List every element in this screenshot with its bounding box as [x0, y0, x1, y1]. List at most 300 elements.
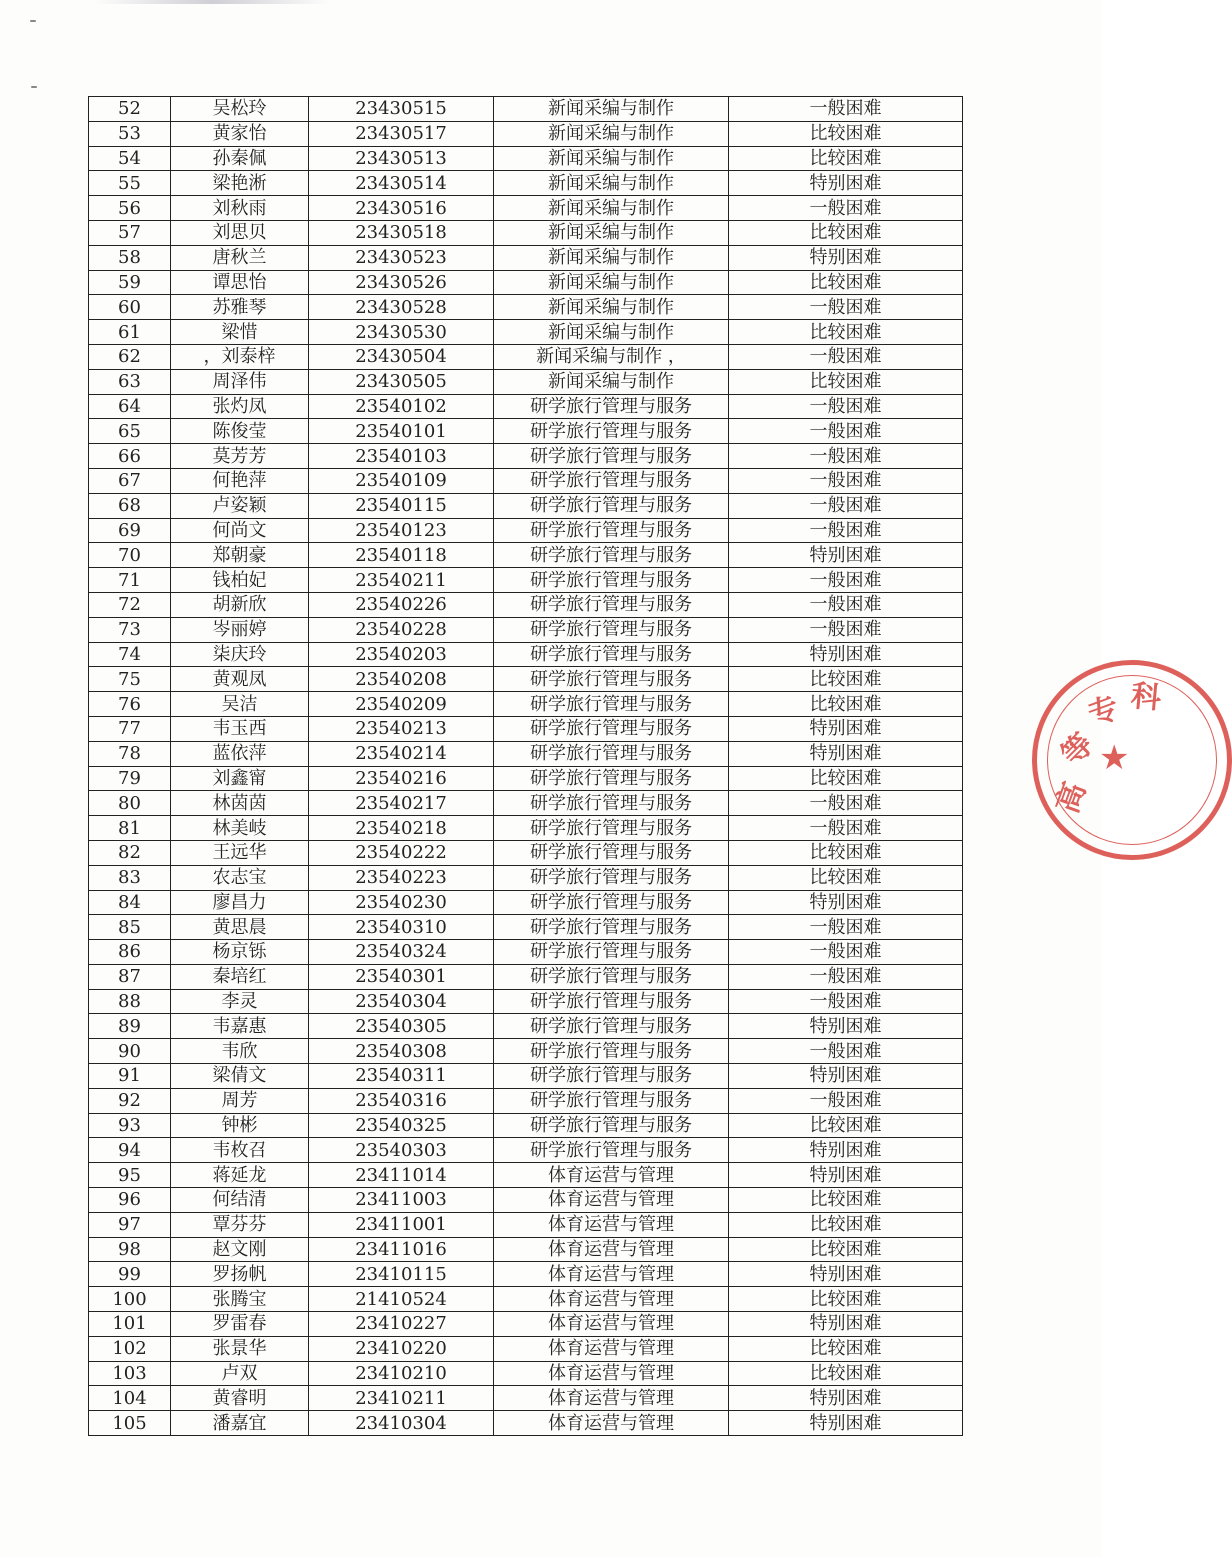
table-row: [89, 320, 963, 345]
difficulty-level-cell: 特别困难: [729, 245, 963, 270]
row-number-cell: 90: [89, 1039, 171, 1064]
difficulty-level-cell: 比较困难: [729, 270, 963, 295]
major-cell: 研学旅行管理与服务: [494, 1064, 729, 1089]
student-name-cell: 李灵: [171, 989, 309, 1014]
row-number-cell: 94: [89, 1138, 171, 1163]
row-number-cell: 80: [89, 791, 171, 816]
difficulty-level-cell: 特别困难: [729, 1386, 963, 1411]
row-number-cell: 76: [89, 692, 171, 717]
row-number-cell: 78: [89, 741, 171, 766]
difficulty-level-cell: 比较困难: [729, 121, 963, 146]
student-id-cell: 23540310: [309, 915, 494, 940]
table-row: [89, 568, 963, 593]
row-number-cell: 83: [89, 865, 171, 890]
major-cell: 体育运营与管理: [494, 1361, 729, 1386]
difficulty-level-cell: 特别困难: [729, 1411, 963, 1436]
student-name-cell: 吴松玲: [171, 97, 309, 122]
difficulty-level-cell: 一般困难: [729, 1088, 963, 1113]
table-row: [89, 1361, 963, 1386]
row-number-cell: 60: [89, 295, 171, 320]
student-name-cell: 黄思晨: [171, 915, 309, 940]
student-name-cell: 杨京铄: [171, 940, 309, 965]
table-row: [89, 493, 963, 518]
table-row: [89, 741, 963, 766]
difficulty-level-cell: 一般困难: [729, 468, 963, 493]
row-number-cell: 100: [89, 1287, 171, 1312]
difficulty-level-cell: 一般困难: [729, 964, 963, 989]
row-number-cell: 74: [89, 642, 171, 667]
table-row: [89, 543, 963, 568]
row-number-cell: 86: [89, 940, 171, 965]
table-row: [89, 344, 963, 369]
table-row: [89, 146, 963, 171]
student-id-cell: 23410220: [309, 1336, 494, 1361]
table-row: [89, 1262, 963, 1287]
table-row: [89, 915, 963, 940]
difficulty-level-cell: 特别困难: [729, 543, 963, 568]
student-name-cell: 张腾宝: [171, 1287, 309, 1312]
major-cell: 研学旅行管理与服务: [494, 394, 729, 419]
table-row: [89, 196, 963, 221]
table-row: [89, 97, 963, 122]
row-number-cell: 82: [89, 840, 171, 865]
student-id-cell: 23540222: [309, 840, 494, 865]
student-id-cell: 23430514: [309, 171, 494, 196]
table-row: [89, 245, 963, 270]
row-number-cell: 67: [89, 468, 171, 493]
student-name-cell: 谭思怡: [171, 270, 309, 295]
table-row: [89, 1386, 963, 1411]
student-id-cell: 23430504: [309, 344, 494, 369]
student-id-cell: 23430515: [309, 97, 494, 122]
difficulty-level-cell: 一般困难: [729, 493, 963, 518]
difficulty-level-cell: 比较困难: [729, 1361, 963, 1386]
table-row: [89, 667, 963, 692]
student-id-cell: 23540211: [309, 568, 494, 593]
row-number-cell: 99: [89, 1262, 171, 1287]
scan-speck: [31, 86, 37, 88]
seal-char: 高: [1049, 777, 1094, 818]
student-id-cell: 23540308: [309, 1039, 494, 1064]
difficulty-level-cell: 特别困难: [729, 890, 963, 915]
student-name-cell: 陈俊莹: [171, 419, 309, 444]
student-id-cell: 23430513: [309, 146, 494, 171]
major-cell: 研学旅行管理与服务: [494, 493, 729, 518]
major-cell: 研学旅行管理与服务: [494, 1088, 729, 1113]
student-name-cell: 何艳萍: [171, 468, 309, 493]
difficulty-level-cell: 特别困难: [729, 1138, 963, 1163]
table-row: [89, 1088, 963, 1113]
student-name-cell: 卢双: [171, 1361, 309, 1386]
table-row: [89, 989, 963, 1014]
row-number-cell: 72: [89, 592, 171, 617]
major-cell: 研学旅行管理与服务: [494, 840, 729, 865]
major-cell: 体育运营与管理: [494, 1386, 729, 1411]
student-id-cell: 23540305: [309, 1014, 494, 1039]
student-id-cell: 23540102: [309, 394, 494, 419]
difficulty-level-cell: 比较困难: [729, 369, 963, 394]
difficulty-level-cell: 比较困难: [729, 1287, 963, 1312]
student-id-cell: 23430528: [309, 295, 494, 320]
student-id-cell: 23410115: [309, 1262, 494, 1287]
student-id-cell: 23540325: [309, 1113, 494, 1138]
difficulty-level-cell: 比较困难: [729, 667, 963, 692]
student-id-cell: 23410210: [309, 1361, 494, 1386]
student-id-cell: 23540216: [309, 766, 494, 791]
student-name-cell: 刘鑫甯: [171, 766, 309, 791]
major-cell: 研学旅行管理与服务: [494, 592, 729, 617]
student-name-cell: 周芳: [171, 1088, 309, 1113]
student-name-cell: 张灼凤: [171, 394, 309, 419]
scan-smudge: [95, 0, 330, 4]
table-row: [89, 419, 963, 444]
difficulty-level-cell: 特别困难: [729, 1163, 963, 1188]
student-id-cell: 23411003: [309, 1188, 494, 1213]
row-number-cell: 69: [89, 518, 171, 543]
student-id-cell: 23540316: [309, 1088, 494, 1113]
student-name-cell: 蓝依萍: [171, 741, 309, 766]
student-id-cell: 23540218: [309, 816, 494, 841]
row-number-cell: 65: [89, 419, 171, 444]
difficulty-level-cell: 特别困难: [729, 171, 963, 196]
row-number-cell: 101: [89, 1312, 171, 1337]
difficulty-level-cell: 一般困难: [729, 394, 963, 419]
scan-speck: [30, 20, 36, 22]
major-cell: 新闻采编与制作: [494, 220, 729, 245]
row-number-cell: 56: [89, 196, 171, 221]
row-number-cell: 97: [89, 1212, 171, 1237]
major-cell: 研学旅行管理与服务: [494, 716, 729, 741]
difficulty-level-cell: 一般困难: [729, 791, 963, 816]
table-row: [89, 592, 963, 617]
student-id-cell: 23430526: [309, 270, 494, 295]
row-number-cell: 81: [89, 816, 171, 841]
student-name-cell: 秦培红: [171, 964, 309, 989]
row-number-cell: 70: [89, 543, 171, 568]
difficulty-level-cell: 比较困难: [729, 1113, 963, 1138]
row-number-cell: 89: [89, 1014, 171, 1039]
row-number-cell: 62: [89, 344, 171, 369]
student-id-cell: 23430505: [309, 369, 494, 394]
student-id-cell: 23540311: [309, 1064, 494, 1089]
row-number-cell: 54: [89, 146, 171, 171]
major-cell: 研学旅行管理与服务: [494, 419, 729, 444]
major-cell: 研学旅行管理与服务: [494, 468, 729, 493]
row-number-cell: 98: [89, 1237, 171, 1262]
row-number-cell: 79: [89, 766, 171, 791]
row-number-cell: 105: [89, 1411, 171, 1436]
student-id-cell: 23430516: [309, 196, 494, 221]
difficulty-level-cell: 一般困难: [729, 295, 963, 320]
row-number-cell: 95: [89, 1163, 171, 1188]
student-id-cell: 23410227: [309, 1312, 494, 1337]
difficulty-level-cell: 特别困难: [729, 1312, 963, 1337]
row-number-cell: 91: [89, 1064, 171, 1089]
table-row: [89, 1188, 963, 1213]
table-row: [89, 518, 963, 543]
table-row: [89, 766, 963, 791]
student-name-cell: 黄观凤: [171, 667, 309, 692]
difficulty-level-cell: 比较困难: [729, 1212, 963, 1237]
major-cell: 研学旅行管理与服务: [494, 915, 729, 940]
student-name-cell: 刘思贝: [171, 220, 309, 245]
major-cell: 研学旅行管理与服务: [494, 692, 729, 717]
student-id-cell: 23540226: [309, 592, 494, 617]
row-number-cell: 102: [89, 1336, 171, 1361]
student-id-cell: 23540109: [309, 468, 494, 493]
student-id-cell: 23540209: [309, 692, 494, 717]
seal-star-icon: ★: [1099, 738, 1130, 778]
major-cell: 研学旅行管理与服务: [494, 617, 729, 642]
difficulty-level-cell: 比较困难: [729, 840, 963, 865]
difficulty-level-cell: 一般困难: [729, 617, 963, 642]
student-id-cell: 23411014: [309, 1163, 494, 1188]
table-row: [89, 1237, 963, 1262]
row-number-cell: 85: [89, 915, 171, 940]
student-name-cell: 林茵茵: [171, 791, 309, 816]
table-row: [89, 171, 963, 196]
student-id-cell: 23540214: [309, 741, 494, 766]
student-name-cell: 岑丽婷: [171, 617, 309, 642]
table-row: [89, 642, 963, 667]
row-number-cell: 73: [89, 617, 171, 642]
student-id-cell: 23540301: [309, 964, 494, 989]
difficulty-level-cell: 特别困难: [729, 1064, 963, 1089]
student-name-cell: 黄家怡: [171, 121, 309, 146]
major-cell: 研学旅行管理与服务: [494, 568, 729, 593]
table-row: [89, 716, 963, 741]
major-cell: 新闻采编与制作: [494, 320, 729, 345]
difficulty-level-cell: 一般困难: [729, 419, 963, 444]
difficulty-level-cell: 一般困难: [729, 915, 963, 940]
major-cell: 研学旅行管理与服务: [494, 816, 729, 841]
difficulty-level-cell: 一般困难: [729, 592, 963, 617]
row-number-cell: 92: [89, 1088, 171, 1113]
major-cell: 研学旅行管理与服务: [494, 890, 729, 915]
row-number-cell: 53: [89, 121, 171, 146]
student-name-cell: 廖昌力: [171, 890, 309, 915]
major-cell: 体育运营与管理: [494, 1411, 729, 1436]
table-row: [89, 1064, 963, 1089]
table-row: [89, 865, 963, 890]
major-cell: 新闻采编与制作: [494, 121, 729, 146]
student-id-cell: 23411016: [309, 1237, 494, 1262]
student-name-cell: 莫芳芳: [171, 444, 309, 469]
major-cell: 体育运营与管理: [494, 1212, 729, 1237]
major-cell: 研学旅行管理与服务: [494, 1138, 729, 1163]
difficulty-level-cell: 一般困难: [729, 940, 963, 965]
difficulty-level-cell: 特别困难: [729, 642, 963, 667]
student-id-cell: 23540213: [309, 716, 494, 741]
difficulty-level-cell: 一般困难: [729, 989, 963, 1014]
difficulty-level-cell: 比较困难: [729, 1188, 963, 1213]
major-cell: 新闻采编与制作: [494, 146, 729, 171]
student-id-cell: 23540324: [309, 940, 494, 965]
table-row: [89, 617, 963, 642]
major-cell: 体育运营与管理: [494, 1262, 729, 1287]
student-name-cell: 苏雅琴: [171, 295, 309, 320]
table-row: [89, 295, 963, 320]
student-id-cell: 23411001: [309, 1212, 494, 1237]
student-id-cell: 23540123: [309, 518, 494, 543]
difficulty-level-cell: 比较困难: [729, 1336, 963, 1361]
table-row: [89, 791, 963, 816]
major-cell: 研学旅行管理与服务: [494, 865, 729, 890]
difficulty-level-cell: 比较困难: [729, 320, 963, 345]
table-row: [89, 1312, 963, 1337]
student-id-cell: 23540303: [309, 1138, 494, 1163]
row-number-cell: 68: [89, 493, 171, 518]
difficulty-level-cell: 比较困难: [729, 220, 963, 245]
student-name-cell: 黄睿明: [171, 1386, 309, 1411]
major-cell: 研学旅行管理与服务: [494, 642, 729, 667]
major-cell: 研学旅行管理与服务: [494, 964, 729, 989]
student-id-cell: 23430517: [309, 121, 494, 146]
row-number-cell: 96: [89, 1188, 171, 1213]
table-row: [89, 1138, 963, 1163]
row-number-cell: 58: [89, 245, 171, 270]
student-roster-table: [88, 96, 963, 1436]
major-cell: 研学旅行管理与服务: [494, 444, 729, 469]
table-row: [89, 468, 963, 493]
official-seal-stamp: [1032, 660, 1232, 860]
student-name-cell: 郑朝豪: [171, 543, 309, 568]
difficulty-level-cell: 一般困难: [729, 568, 963, 593]
student-name-cell: 罗雷春: [171, 1312, 309, 1337]
student-name-cell: 卢姿颖: [171, 493, 309, 518]
major-cell: 体育运营与管理: [494, 1163, 729, 1188]
student-name-cell: 何尚文: [171, 518, 309, 543]
row-number-cell: 59: [89, 270, 171, 295]
table-row: [89, 444, 963, 469]
row-number-cell: 104: [89, 1386, 171, 1411]
difficulty-level-cell: 一般困难: [729, 816, 963, 841]
difficulty-level-cell: 比较困难: [729, 146, 963, 171]
student-id-cell: 23540118: [309, 543, 494, 568]
major-cell: 新闻采编与制作: [494, 245, 729, 270]
student-id-cell: 23410304: [309, 1411, 494, 1436]
table-row: [89, 1113, 963, 1138]
student-id-cell: 23540230: [309, 890, 494, 915]
table-row: [89, 394, 963, 419]
row-number-cell: 93: [89, 1113, 171, 1138]
student-name-cell: 蒋延龙: [171, 1163, 309, 1188]
roster-body: [89, 97, 963, 1436]
major-cell: 新闻采编与制作: [494, 196, 729, 221]
student-id-cell: 23540115: [309, 493, 494, 518]
major-cell: 研学旅行管理与服务: [494, 1113, 729, 1138]
major-cell: 新闻采编与制作: [494, 171, 729, 196]
difficulty-level-cell: 一般困难: [729, 444, 963, 469]
difficulty-level-cell: 比较困难: [729, 1237, 963, 1262]
table-row: [89, 816, 963, 841]
student-id-cell: 23540208: [309, 667, 494, 692]
student-name-cell: 梁倩文: [171, 1064, 309, 1089]
student-name-cell: 王远华: [171, 840, 309, 865]
table-row: [89, 1163, 963, 1188]
row-number-cell: 77: [89, 716, 171, 741]
difficulty-level-cell: 一般困难: [729, 1039, 963, 1064]
major-cell: 研学旅行管理与服务: [494, 1014, 729, 1039]
student-name-cell: 韦嘉惠: [171, 1014, 309, 1039]
student-id-cell: 23540101: [309, 419, 494, 444]
student-name-cell: 钟彬: [171, 1113, 309, 1138]
table-row: [89, 1212, 963, 1237]
table-row: [89, 1336, 963, 1361]
difficulty-level-cell: 一般困难: [729, 344, 963, 369]
row-number-cell: 88: [89, 989, 171, 1014]
student-id-cell: 23540223: [309, 865, 494, 890]
student-name-cell: 韦玉西: [171, 716, 309, 741]
major-cell: 研学旅行管理与服务: [494, 518, 729, 543]
student-name-cell: 赵文刚: [171, 1237, 309, 1262]
student-id-cell: 23540217: [309, 791, 494, 816]
major-cell: 新闻采编与制作: [494, 295, 729, 320]
table-row: [89, 1014, 963, 1039]
major-cell: 研学旅行管理与服务: [494, 1039, 729, 1064]
seal-char: 专: [1083, 689, 1124, 734]
table-row: [89, 890, 963, 915]
table-row: [89, 964, 963, 989]
difficulty-level-cell: 一般困难: [729, 518, 963, 543]
seal-char: 等: [1054, 726, 1101, 773]
row-number-cell: 52: [89, 97, 171, 122]
student-name-cell: 周泽伟: [171, 369, 309, 394]
student-name-cell: 罗扬帆: [171, 1262, 309, 1287]
table-row: [89, 1039, 963, 1064]
student-name-cell: 钱柏妃: [171, 568, 309, 593]
row-number-cell: 57: [89, 220, 171, 245]
row-number-cell: 84: [89, 890, 171, 915]
major-cell: 研学旅行管理与服务: [494, 667, 729, 692]
student-name-cell: 覃芬芬: [171, 1212, 309, 1237]
major-cell: 研学旅行管理与服务: [494, 791, 729, 816]
major-cell: 研学旅行管理与服务: [494, 741, 729, 766]
row-number-cell: 75: [89, 667, 171, 692]
row-number-cell: 87: [89, 964, 171, 989]
major-cell: 研学旅行管理与服务: [494, 766, 729, 791]
student-name-cell: 何结清: [171, 1188, 309, 1213]
difficulty-level-cell: 比较困难: [729, 865, 963, 890]
row-number-cell: 71: [89, 568, 171, 593]
difficulty-level-cell: 一般困难: [729, 97, 963, 122]
major-cell: 体育运营与管理: [494, 1188, 729, 1213]
student-name-cell: 张景华: [171, 1336, 309, 1361]
difficulty-level-cell: 比较困难: [729, 692, 963, 717]
difficulty-level-cell: 比较困难: [729, 766, 963, 791]
student-id-cell: 23430518: [309, 220, 494, 245]
table-row: [89, 1287, 963, 1312]
row-number-cell: 63: [89, 369, 171, 394]
student-id-cell: 23540103: [309, 444, 494, 469]
student-name-cell: 孙秦佩: [171, 146, 309, 171]
major-cell: 新闻采编与制作: [494, 369, 729, 394]
student-name-cell: 韦欣: [171, 1039, 309, 1064]
difficulty-level-cell: 特别困难: [729, 1014, 963, 1039]
major-cell: 新闻采编与制作: [494, 270, 729, 295]
table-row: [89, 692, 963, 717]
row-number-cell: 55: [89, 171, 171, 196]
difficulty-level-cell: 特别困难: [729, 716, 963, 741]
table-row: [89, 220, 963, 245]
major-cell: 体育运营与管理: [494, 1287, 729, 1312]
table-row: [89, 369, 963, 394]
student-id-cell: 23410211: [309, 1386, 494, 1411]
student-name-cell: 梁惜: [171, 320, 309, 345]
student-id-cell: 23430530: [309, 320, 494, 345]
student-name-cell: 唐秋兰: [171, 245, 309, 270]
difficulty-level-cell: 特别困难: [729, 741, 963, 766]
